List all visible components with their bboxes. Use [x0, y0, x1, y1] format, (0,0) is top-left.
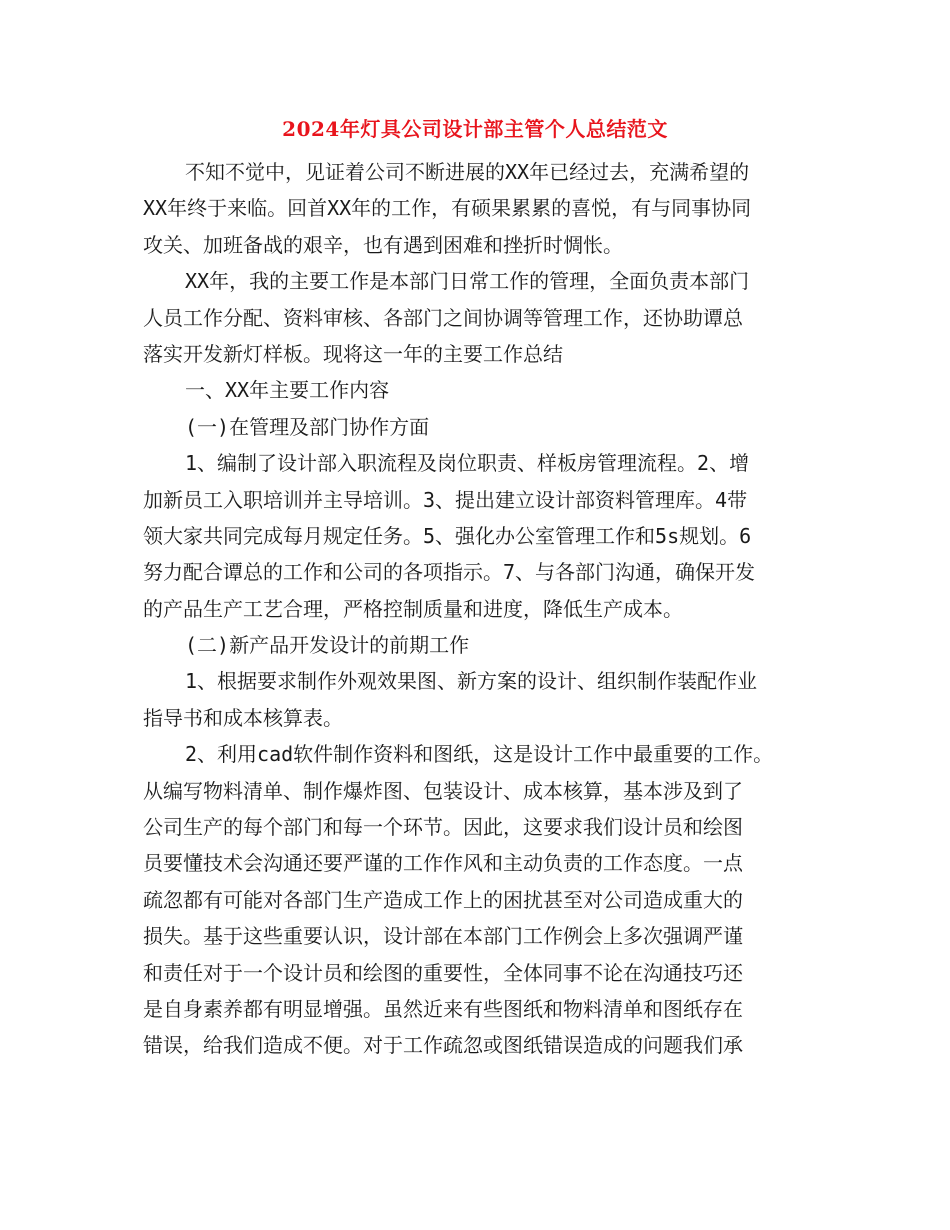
paragraph-line: 1、根据要求制作外观效果图、新方案的设计、组织制作装配作业	[185, 669, 758, 694]
document-body	[143, 154, 807, 1064]
paragraph-line: 错误，给我们造成不便。对于工作疏忽或图纸错误造成的问题我们承	[143, 1033, 743, 1058]
paragraph-line: 人员工作分配、资料审核、各部门之间协调等管理工作，还协助谭总	[143, 305, 743, 330]
paragraph-line: 努力配合谭总的工作和公司的各项指示。7、与各部门沟通，确保开发	[143, 560, 756, 585]
paragraph-line: 领大家共同完成每月规定任务。5、强化办公室管理工作和5s规划。6	[143, 523, 752, 548]
paragraph-line: 的产品生产工艺合理，严格控制质量和进度，降低生产成本。	[143, 596, 683, 621]
subsection-heading: (二)新产品开发设计的前期工作	[185, 633, 470, 658]
paragraph-line: 公司生产的每个部门和每一个环节。因此，这要求我们设计员和绘图	[143, 815, 743, 840]
paragraph-line: 2、利用cad软件制作资料和图纸，这是设计工作中最重要的工作。	[185, 742, 774, 767]
paragraph-line: XX年，我的主要工作是本部门日常工作的管理，全面负责本部门	[185, 269, 750, 294]
paragraph-line: 攻关、加班备战的艰辛，也有遇到困难和挫折时惆怅。	[143, 232, 623, 257]
paragraph-line: 员要懂技术会沟通还要严谨的工作作风和主动负责的工作态度。一点	[143, 851, 743, 876]
paragraph-line: 疏忽都有可能对各部门生产造成工作上的困扰甚至对公司造成重大的	[143, 887, 743, 912]
paragraph-line: 落实开发新灯样板。现将这一年的主要工作总结	[143, 341, 563, 366]
paragraph-line: 损失。基于这些重要认识，设计部在本部门工作例会上多次强调严谨	[143, 924, 743, 949]
document-title: 2024年灯具公司设计部主管个人总结范文	[282, 117, 668, 141]
paragraph-line: 不知不觉中，见证着公司不断进展的XX年已经过去，充满希望的	[185, 160, 750, 184]
paragraph-line: 是自身素养都有明显增强。虽然近来有些图纸和物料清单和图纸存在	[143, 996, 743, 1021]
subsection-heading: (一)在管理及部门协作方面	[185, 414, 430, 439]
paragraph-line: 加新员工入职培训并主导培训。3、提出建立设计部资料管理库。4带	[143, 487, 748, 512]
paragraph-line: 1、编制了设计部入职流程及岗位职责、样板房管理流程。2、增	[185, 451, 750, 476]
paragraph-line: 指导书和成本核算表。	[143, 705, 343, 730]
paragraph-line: XX年终于来临。回首XX年的工作，有硕果累累的喜悦，有与同事协同	[143, 196, 752, 221]
paragraph-line: 和责任对于一个设计员和绘图的重要性，全体同事不论在沟通技巧还	[143, 960, 743, 985]
paragraph-line: 从编写物料清单、制作爆炸图、包装设计、成本核算，基本涉及到了	[143, 778, 743, 803]
section-heading: 一、XX年主要工作内容	[185, 378, 390, 403]
